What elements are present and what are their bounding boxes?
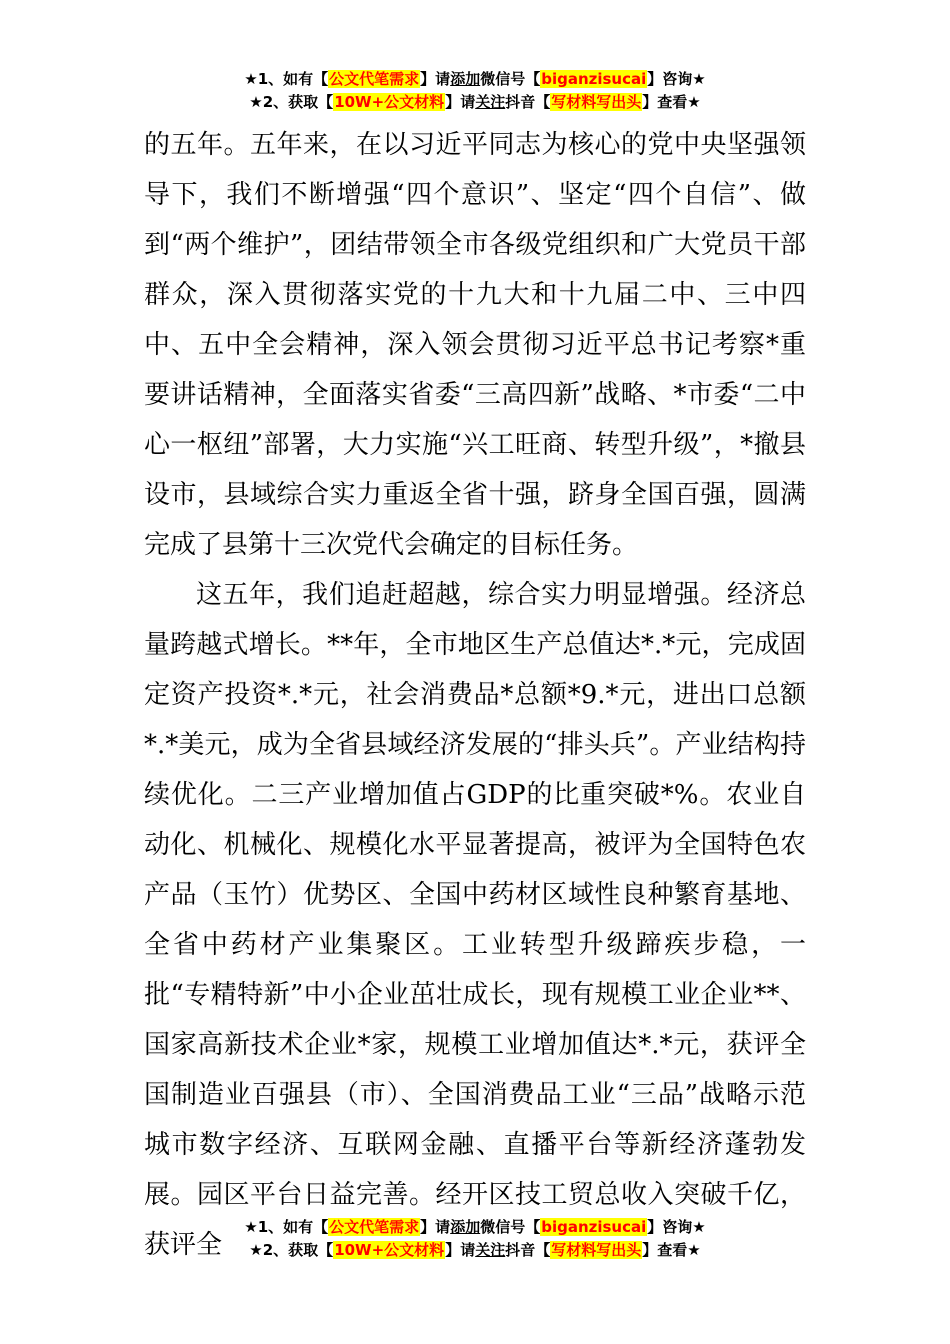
banner-underline: 关注 [475, 93, 506, 111]
banner-text: 】请 [420, 70, 451, 88]
body-paragraph-1: 的五年。五年来，在以习近平同志为核心的党中央坚强领导下，我们不断增强“四个意识”、坚定“四个自信”、做到“两个维护”，团结带领全市各级党组织和广大党员干部群众，深入贯彻落实党的十九大和十九届二中、三中四中、五中全会精神，深入领会贯彻习近平总书记考察*重要讲话精神，全面落实省委“三高四新”战略、*市委“二中心一枢纽”部署，大力实施“兴工旺商、转型升级”，*撤县设市，县域综合实力重返全省十强，跻身全国百强，圆满完成了县第十三次党代会确定的目标任务。 [144, 130, 806, 560]
footer-banner [0, 1216, 950, 1262]
banner-text: 微信号【 [480, 70, 541, 88]
header-banner-line-1 [0, 68, 950, 91]
banner-text: ★2、获取【 [249, 1241, 334, 1259]
banner-text: 】查看★ [642, 1241, 701, 1259]
banner-text: 】请 [420, 1218, 451, 1236]
banner-text: 】请 [445, 93, 476, 111]
banner-highlight: 公文代笔需求 [329, 1218, 420, 1236]
banner-text: ★2、获取【 [249, 93, 334, 111]
body-paragraph-2: 这五年，我们追赶超越，综合实力明显增强。经济总量跨越式增长。**年，全市地区生产总值达*.*元，完成固定资产投资*.*元，社会消费品*总额*9.*元，进出口总额*.*美元，成为全省县域经济发展的“排头兵”。产业结构持续优化。二三产业增加值占GDP的比重突破*%。农业自动化、机械化、规模化水平显著提高，被评为全国特色农产品（玉竹）优势区、全国中药材区域性良种繁育基地、全省中药材产业集聚区。工业转型升级蹄疾步稳，一批“专精特新”中小企业茁壮成长，现有规模工业企业**、国家高新技术企业*家，规模工业增加值达*.*元，获评全国制造业百强县（市）、全国消费品工业“三品”战略示范城市数字经济、互联网金融、直播平台等新经济蓬勃发展。园区平台日益完善。经开区技工贸总收入突破千亿，获评全 [144, 580, 806, 1260]
banner-highlight: 写材料写出头 [551, 1241, 642, 1259]
banner-text: ★1、如有【 [244, 1218, 329, 1236]
banner-highlight: 公文代笔需求 [329, 70, 420, 88]
banner-text: 抖音【 [505, 1241, 551, 1259]
banner-underline: 添加 [450, 70, 481, 88]
banner-text: 】咨询★ [647, 70, 706, 88]
footer-banner-line-1 [0, 1216, 950, 1239]
banner-underline: 添加 [450, 1218, 481, 1236]
banner-text: 】查看★ [642, 93, 701, 111]
banner-text: 】请 [445, 1241, 476, 1259]
header-banner-line-2 [0, 91, 950, 114]
banner-highlight: biganzisucai [541, 1218, 647, 1236]
document-body [144, 120, 806, 1270]
banner-text: ★1、如有【 [244, 70, 329, 88]
banner-highlight: 10W+公文材料 [334, 93, 445, 111]
footer-banner-line-2 [0, 1239, 950, 1262]
banner-text: 】咨询★ [647, 1218, 706, 1236]
banner-text: 抖音【 [505, 93, 551, 111]
banner-text: 微信号【 [480, 1218, 541, 1236]
banner-highlight: 10W+公文材料 [334, 1241, 445, 1259]
banner-highlight: 写材料写出头 [551, 93, 642, 111]
banner-underline: 关注 [475, 1241, 506, 1259]
banner-highlight: biganzisucai [541, 70, 647, 88]
header-banner [0, 68, 950, 114]
